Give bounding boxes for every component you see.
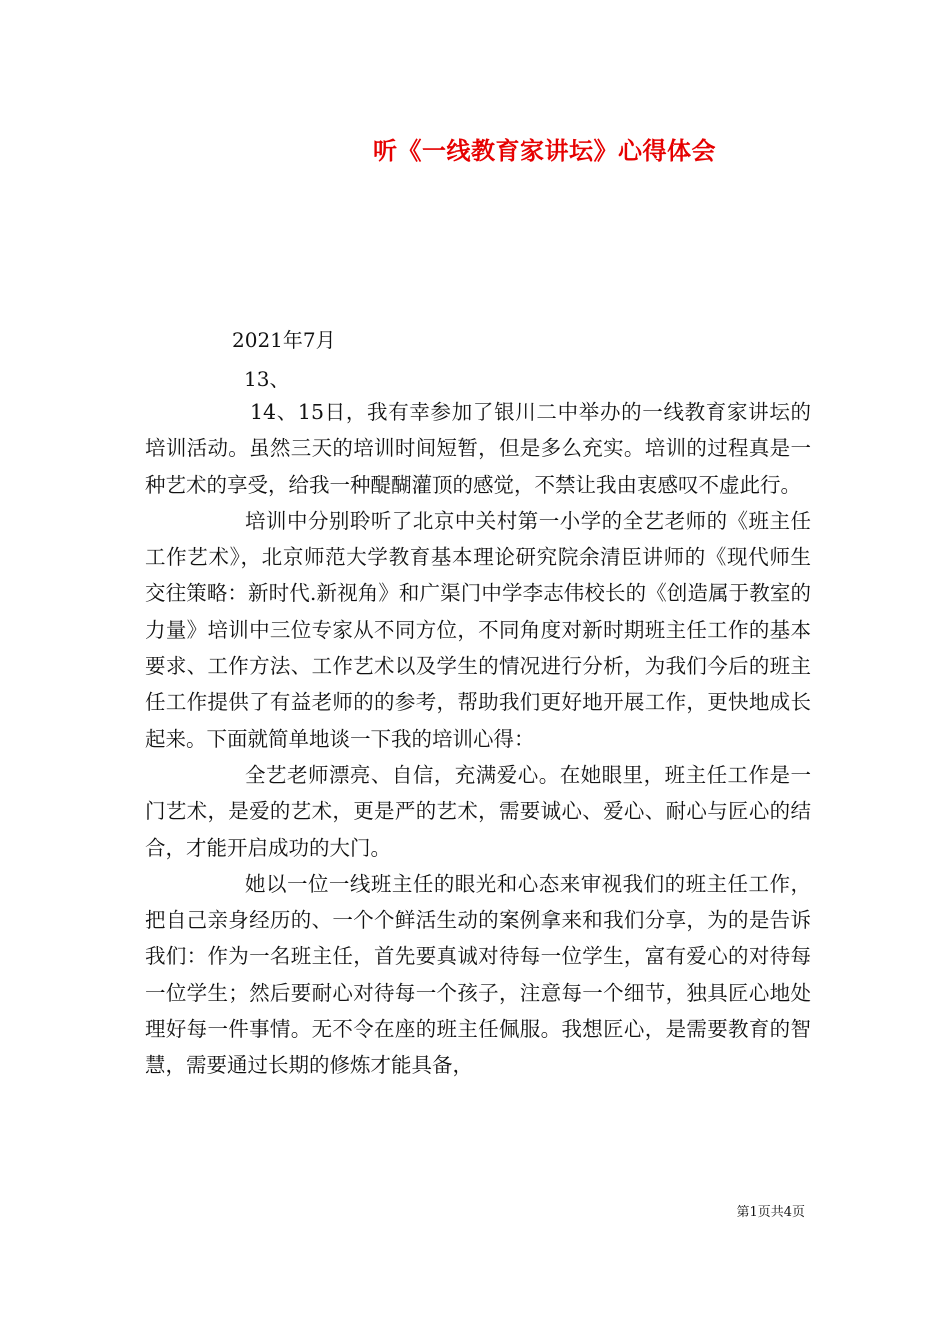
- date-line: 2021年7月: [232, 328, 336, 352]
- page-footer: 第1页共4页: [736, 1205, 805, 1220]
- paragraph: 全艺老师漂亮、自信，充满爱心。在她眼里，班主任工作是一门艺术，是爱的艺术，更是严的艺术，需要诚心、爱心、耐心与匠心的结合，才能开启成功的大门。: [145, 762, 811, 860]
- document-title: 听《一线教育家讲坛》心得体会: [373, 136, 716, 165]
- day-line: 13、: [244, 367, 290, 391]
- document-body: [145, 394, 811, 1084]
- paragraph: 她以一位一线班主任的眼光和心态来审视我们的班主任工作，把自己亲身经历的、一个个鲜活生动的案例拿来和我们分享，为的是告诉我们：作为一名班主任，首先要真诚对待每一位学生，富有爱心的对待每一位学生；然后要耐心对待每一个孩子，注意每一个细节，独具匠心地处理好每一件事情。无不令在座的班主任佩服。我想匠心，是需要教育的智慧，需要通过长期的修炼才能具备，: [145, 871, 811, 1078]
- paragraph: 14、15日，我有幸参加了银川二中举办的一线教育家讲坛的培训活动。虽然三天的培训时间短暂，但是多么充实。培训的过程真是一种艺术的享受，给我一种醍醐灌顶的感觉，不禁让我由衷感叹不虚此行。: [145, 400, 811, 497]
- paragraph: 培训中分别聆听了北京中关村第一小学的全艺老师的《班主任工作艺术》，北京师范大学教育基本理论研究院余清臣讲师的《现代师生交往策略：新时代.新视角》和广渠门中学李志伟校长的《创造属于教室的力量》培训中三位专家从不同方位，不同角度对新时期班主任工作的基本要求、工作方法、工作艺术以及学生的情况进行分析，为我们今后的班主任工作提供了有益老师的的参考，帮助我们更好地开展工作，更快地成长起来。下面就简单地谈一下我的培训心得：: [145, 508, 811, 751]
